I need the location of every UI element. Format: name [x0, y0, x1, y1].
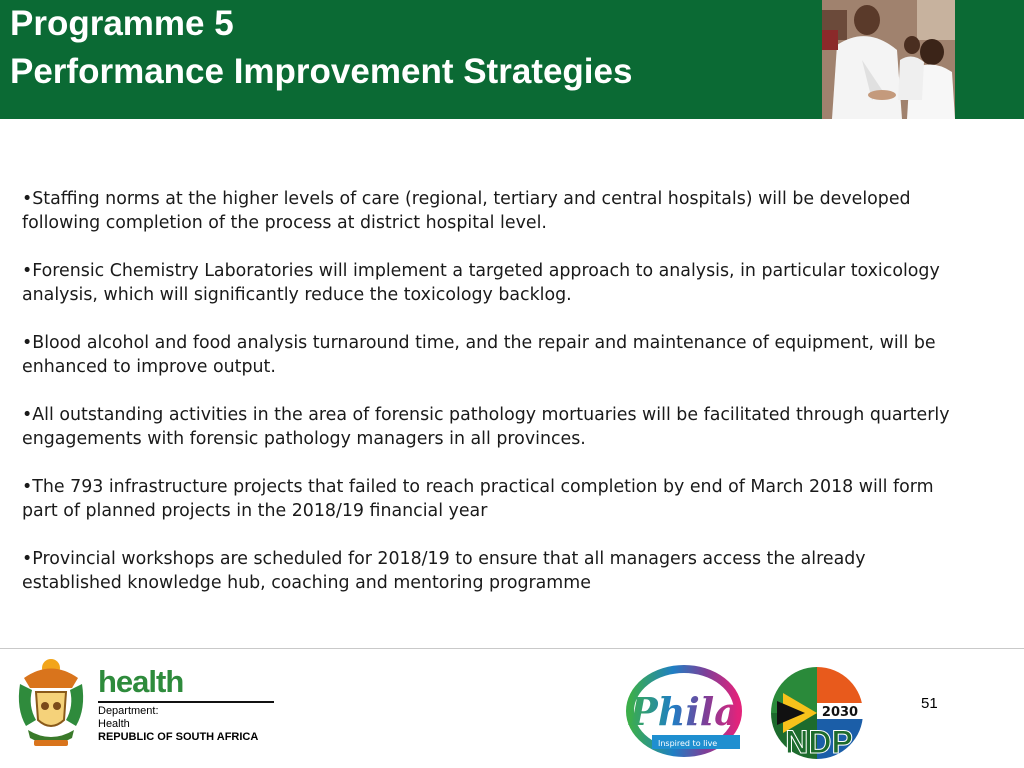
ndp-2030-logo — [763, 663, 871, 763]
ndp-year: 2030 — [821, 705, 859, 720]
bullet-item: •All outstanding activities in the area of forensic pathology mortuaries will be facilitated through quarterly engagements with forensic pathology managers in all provinces. — [22, 405, 950, 449]
ndp-wordmark: NDP — [785, 724, 853, 760]
bullet-list — [22, 187, 952, 619]
dept-line-2: Health — [98, 718, 130, 730]
wordmark-underline — [98, 701, 274, 703]
dept-line-3: REPUBLIC OF SOUTH AFRICA — [98, 731, 259, 743]
phila-tagline: Inspired to live — [658, 739, 718, 748]
title-line-2: Performance Improvement Strategies — [10, 52, 633, 91]
page-number: 51 — [921, 695, 938, 712]
health-wordmark: health — [98, 664, 184, 699]
slide-title — [10, 0, 632, 96]
coat-of-arms-icon — [14, 654, 88, 754]
department-label — [98, 705, 258, 744]
department-logo-block — [14, 654, 284, 764]
phila-wordmark: Phila — [629, 689, 739, 734]
bullet-item: •Staffing norms at the higher levels of care (regional, tertiary and central hospitals) will be developed following completion of the process at district hospital level. — [22, 189, 911, 233]
bullet-item: •Blood alcohol and food analysis turnaround time, and the repair and maintenance of equipment, will be enhanced to improve output. — [22, 333, 936, 377]
footer-divider — [0, 648, 1024, 649]
phila-logo — [626, 663, 742, 763]
header-bar — [0, 0, 1024, 119]
header-photo-nurse-children — [822, 0, 955, 119]
dept-line-1: Department: — [98, 705, 159, 717]
bullet-item: •The 793 infrastructure projects that failed to reach practical completion by end of March 2018 will form part of planned projects in the 2018/19 financial year — [22, 477, 934, 521]
bullet-item: •Provincial workshops are scheduled for 2018/19 to ensure that all managers access the already established knowledge hub, coaching and mentoring programme — [22, 549, 866, 593]
bullet-item: •Forensic Chemistry Laboratories will implement a targeted approach to analysis, in particular toxicology analysis, which will significantly reduce the toxicology backlog. — [22, 261, 940, 305]
title-line-1: Programme 5 — [10, 4, 234, 43]
